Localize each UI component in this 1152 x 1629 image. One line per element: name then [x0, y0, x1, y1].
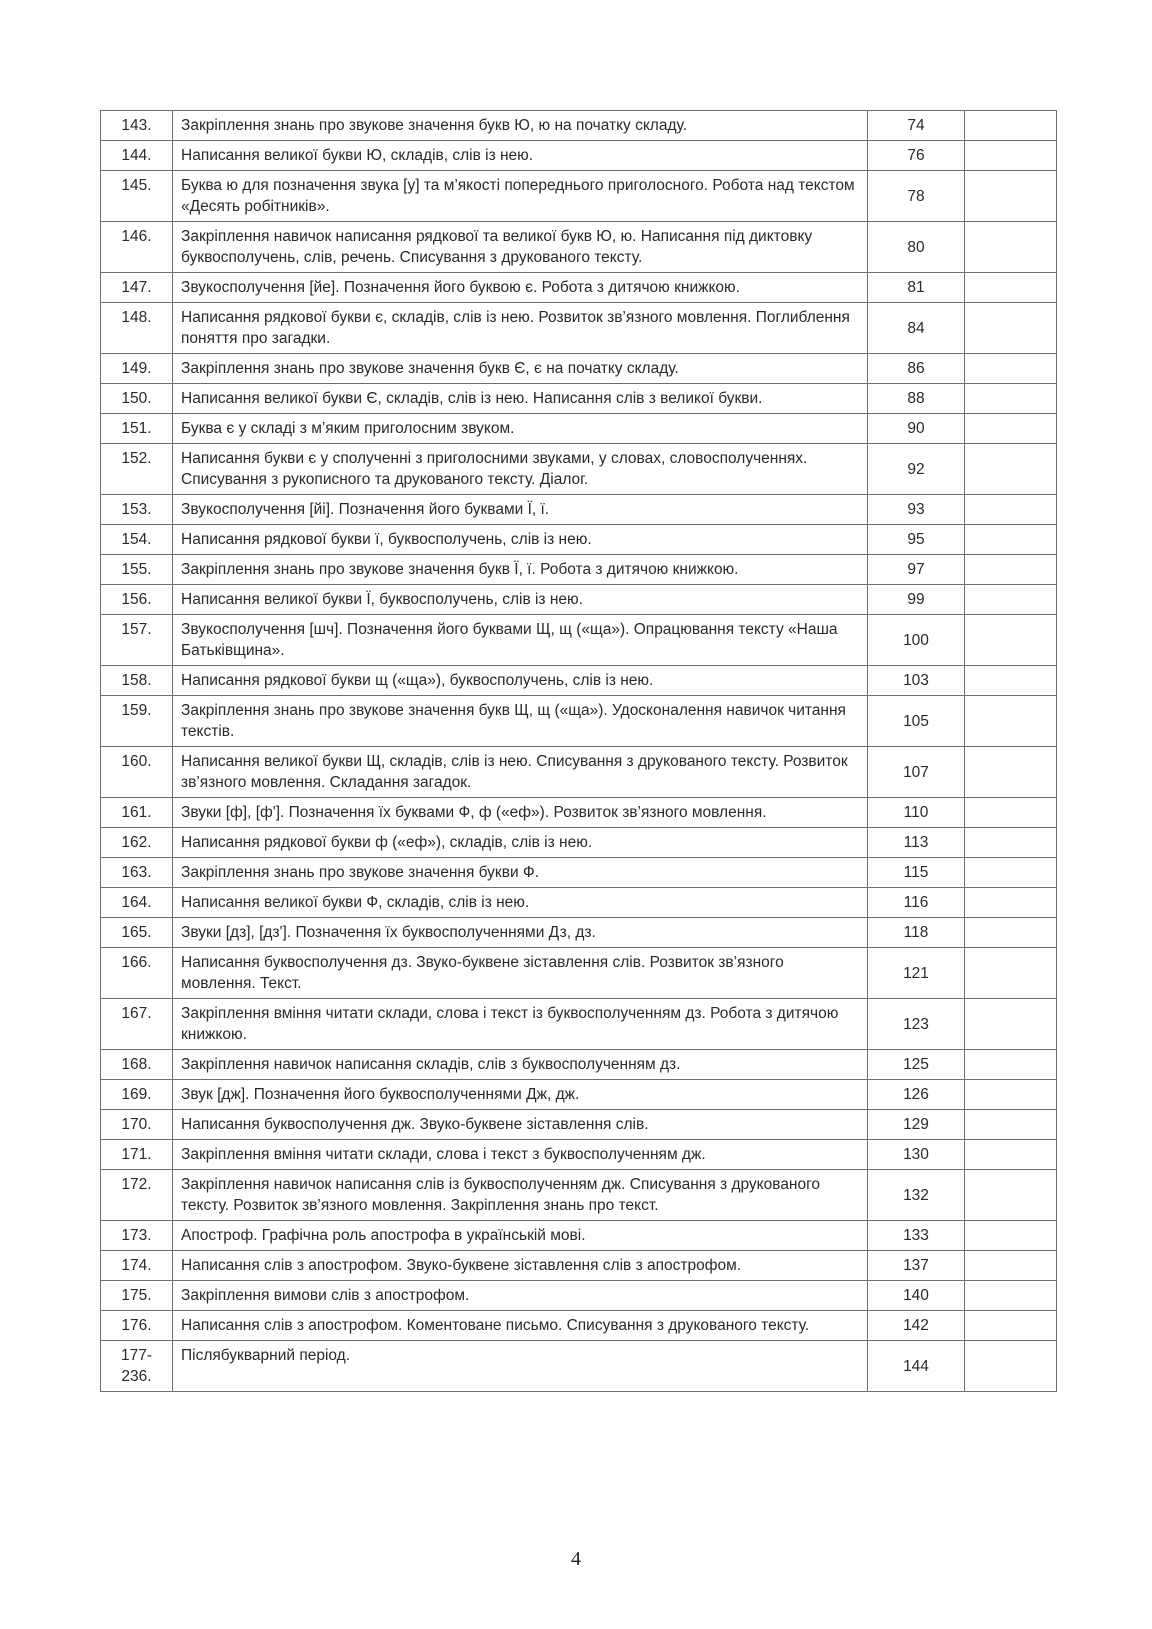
lesson-topic: Написання великої букви Є, складів, слів із нею. Написання слів з великої букви.: [173, 384, 868, 414]
lesson-note-cell: [965, 1110, 1057, 1140]
lesson-number: 155.: [101, 555, 173, 585]
lesson-page: 116: [868, 888, 965, 918]
table-row: [101, 1080, 1057, 1110]
table-row: [101, 495, 1057, 525]
lesson-note-cell: [965, 918, 1057, 948]
lesson-page: 105: [868, 696, 965, 747]
table-row: [101, 354, 1057, 384]
lesson-note-cell: [965, 828, 1057, 858]
lesson-page: 113: [868, 828, 965, 858]
lesson-topic: Звуки [дз], [дз']. Позначення їх буквосполученнями Дз, дз.: [173, 918, 868, 948]
lesson-note-cell: [965, 303, 1057, 354]
table-row: [101, 948, 1057, 999]
lesson-page: 78: [868, 171, 965, 222]
table-row: [101, 1341, 1057, 1392]
lesson-number: 177-236.: [101, 1341, 173, 1392]
lesson-topic: Звукосполучення [шч]. Позначення його буквами Щ, щ («ща»). Опрацювання тексту «Наша Батьківщина».: [173, 615, 868, 666]
lesson-note-cell: [965, 171, 1057, 222]
lesson-note-cell: [965, 222, 1057, 273]
lesson-number: 169.: [101, 1080, 173, 1110]
lesson-page: 76: [868, 141, 965, 171]
lesson-page: 99: [868, 585, 965, 615]
lesson-topic: Буква ю для позначення звука [у] та м’якості попереднього приголосного. Робота над текстом «Десять робітників».: [173, 171, 868, 222]
lesson-number: 157.: [101, 615, 173, 666]
lesson-number: 176.: [101, 1311, 173, 1341]
table-row: [101, 666, 1057, 696]
lesson-topic: Закріплення вміння читати склади, слова і текст з буквосполученням дж.: [173, 1140, 868, 1170]
table-row: [101, 1221, 1057, 1251]
table-row: [101, 1140, 1057, 1170]
table-row: [101, 918, 1057, 948]
lesson-page: 88: [868, 384, 965, 414]
lesson-topic: Звукосполучення [йе]. Позначення його буквою є. Робота з дитячою книжкою.: [173, 273, 868, 303]
lesson-note-cell: [965, 414, 1057, 444]
lesson-page: 123: [868, 999, 965, 1050]
lesson-note-cell: [965, 384, 1057, 414]
lesson-note-cell: [965, 1341, 1057, 1392]
lesson-number: 170.: [101, 1110, 173, 1140]
lesson-number: 161.: [101, 798, 173, 828]
lesson-topic: Закріплення знань про звукове значення букв Ю, ю на початку складу.: [173, 111, 868, 141]
lesson-topic: Написання рядкової букви щ («ща»), буквосполучень, слів із нею.: [173, 666, 868, 696]
table-row: [101, 798, 1057, 828]
table-row: [101, 111, 1057, 141]
lesson-topic: Звукосполучення [йі]. Позначення його буквами Ї, ї.: [173, 495, 868, 525]
lesson-topic: Закріплення знань про звукове значення букви Ф.: [173, 858, 868, 888]
lesson-number: 151.: [101, 414, 173, 444]
lesson-note-cell: [965, 1311, 1057, 1341]
table-row: [101, 1311, 1057, 1341]
lesson-topic: Написання букви є у сполученні з приголосними звуками, у словах, словосполученнях. Списування з рукописного та друкованого тексту. Діалог.: [173, 444, 868, 495]
table-row: [101, 222, 1057, 273]
lesson-number: 159.: [101, 696, 173, 747]
lesson-page: 126: [868, 1080, 965, 1110]
lesson-topic: Звуки [ф], [ф']. Позначення їх буквами Ф, ф («еф»). Розвиток зв’язного мовлення.: [173, 798, 868, 828]
lesson-note-cell: [965, 1140, 1057, 1170]
lesson-note-cell: [965, 141, 1057, 171]
lesson-number: 173.: [101, 1221, 173, 1251]
table-row: [101, 696, 1057, 747]
lesson-topic: Написання рядкової букви ф («еф»), складів, слів із нею.: [173, 828, 868, 858]
lesson-topic: Буква є у складі з м’яким приголосним звуком.: [173, 414, 868, 444]
lesson-page: 142: [868, 1311, 965, 1341]
table-row: [101, 747, 1057, 798]
lesson-note-cell: [965, 747, 1057, 798]
lesson-note-cell: [965, 1050, 1057, 1080]
table-row: [101, 444, 1057, 495]
table-row: [101, 828, 1057, 858]
lesson-plan-table-body: [101, 111, 1057, 1392]
lesson-number: 153.: [101, 495, 173, 525]
lesson-note-cell: [965, 696, 1057, 747]
lesson-page: 97: [868, 555, 965, 585]
lesson-page: 125: [868, 1050, 965, 1080]
table-row: [101, 615, 1057, 666]
lesson-topic: Закріплення знань про звукове значення букв Ї, ї. Робота з дитячою книжкою.: [173, 555, 868, 585]
lesson-note-cell: [965, 888, 1057, 918]
lesson-page: 100: [868, 615, 965, 666]
lesson-number: 174.: [101, 1251, 173, 1281]
lesson-number: 152.: [101, 444, 173, 495]
lesson-note-cell: [965, 948, 1057, 999]
lesson-number: 166.: [101, 948, 173, 999]
lesson-number: 154.: [101, 525, 173, 555]
lesson-note-cell: [965, 858, 1057, 888]
lesson-number: 165.: [101, 918, 173, 948]
lesson-page: 140: [868, 1281, 965, 1311]
lesson-page: 144: [868, 1341, 965, 1392]
table-row: [101, 999, 1057, 1050]
table-row: [101, 1251, 1057, 1281]
lesson-topic: Написання великої букви Ї, буквосполучень, слів із нею.: [173, 585, 868, 615]
table-row: [101, 414, 1057, 444]
lesson-plan-table: [100, 110, 1057, 1392]
lesson-page: 118: [868, 918, 965, 948]
table-row: [101, 1170, 1057, 1221]
table-row: [101, 555, 1057, 585]
table-row: [101, 585, 1057, 615]
lesson-topic: Написання великої букви Щ, складів, слів із нею. Списування з друкованого тексту. Розвиток зв’язного мовлення. Складання загадок.: [173, 747, 868, 798]
page-number: 4: [571, 1548, 581, 1570]
lesson-topic: Написання буквосполучення дж. Звуко-буквене зіставлення слів.: [173, 1110, 868, 1140]
table-row: [101, 858, 1057, 888]
lesson-page: 110: [868, 798, 965, 828]
lesson-page: 133: [868, 1221, 965, 1251]
lesson-note-cell: [965, 525, 1057, 555]
lesson-note-cell: [965, 111, 1057, 141]
lesson-page: 129: [868, 1110, 965, 1140]
lesson-topic: Написання слів з апострофом. Звуко-буквене зіставлення слів з апострофом.: [173, 1251, 868, 1281]
lesson-number: 167.: [101, 999, 173, 1050]
table-row: [101, 1050, 1057, 1080]
table-row: [101, 171, 1057, 222]
lesson-note-cell: [965, 999, 1057, 1050]
lesson-number: 172.: [101, 1170, 173, 1221]
lesson-topic: Закріплення знань про звукове значення букв Є, є на початку складу.: [173, 354, 868, 384]
lesson-note-cell: [965, 666, 1057, 696]
lesson-page: 103: [868, 666, 965, 696]
lesson-number: 168.: [101, 1050, 173, 1080]
lesson-topic: Закріплення навичок написання рядкової та великої букв Ю, ю. Написання під диктовку буквосполучень, слів, речень. Списування з друкованого тексту.: [173, 222, 868, 273]
lesson-page: 86: [868, 354, 965, 384]
lesson-note-cell: [965, 615, 1057, 666]
lesson-number: 171.: [101, 1140, 173, 1170]
lesson-topic: Закріплення навичок написання слів із буквосполученням дж. Списування з друкованого тексту. Розвиток зв’язного мовлення. Закріплення знань про текст.: [173, 1170, 868, 1221]
lesson-number: 162.: [101, 828, 173, 858]
lesson-topic: Післябукварний період.: [173, 1341, 868, 1392]
lesson-number: 150.: [101, 384, 173, 414]
lesson-note-cell: [965, 585, 1057, 615]
lesson-page: 74: [868, 111, 965, 141]
table-row: [101, 303, 1057, 354]
lesson-topic: Закріплення навичок написання складів, слів з буквосполученням дз.: [173, 1050, 868, 1080]
lesson-page: 84: [868, 303, 965, 354]
lesson-topic: Написання слів з апострофом. Коментоване письмо. Списування з друкованого тексту.: [173, 1311, 868, 1341]
lesson-number: 146.: [101, 222, 173, 273]
lesson-page: 90: [868, 414, 965, 444]
table-row: [101, 888, 1057, 918]
lesson-note-cell: [965, 273, 1057, 303]
lesson-topic: Закріплення знань про звукове значення букв Щ, щ («ща»). Удосконалення навичок читання текстів.: [173, 696, 868, 747]
lesson-note-cell: [965, 555, 1057, 585]
lesson-number: 160.: [101, 747, 173, 798]
lesson-topic: Написання буквосполучення дз. Звуко-буквене зіставлення слів. Розвиток зв’язного мовлення. Текст.: [173, 948, 868, 999]
lesson-note-cell: [965, 1251, 1057, 1281]
lesson-page: 81: [868, 273, 965, 303]
lesson-page: 80: [868, 222, 965, 273]
lesson-topic: Написання великої букви Ю, складів, слів із нею.: [173, 141, 868, 171]
lesson-note-cell: [965, 495, 1057, 525]
lesson-topic: Написання рядкової букви є, складів, слів із нею. Розвиток зв’язного мовлення. Поглиблення поняття про загадки.: [173, 303, 868, 354]
lesson-number: 175.: [101, 1281, 173, 1311]
table-row: [101, 525, 1057, 555]
lesson-page: 115: [868, 858, 965, 888]
lesson-note-cell: [965, 798, 1057, 828]
table-row: [101, 1110, 1057, 1140]
lesson-page: 132: [868, 1170, 965, 1221]
lesson-page: 107: [868, 747, 965, 798]
lesson-note-cell: [965, 1221, 1057, 1251]
lesson-number: 158.: [101, 666, 173, 696]
lesson-page: 95: [868, 525, 965, 555]
lesson-note-cell: [965, 354, 1057, 384]
table-row: [101, 141, 1057, 171]
lesson-number: 156.: [101, 585, 173, 615]
lesson-topic: Звук [дж]. Позначення його буквосполученнями Дж, дж.: [173, 1080, 868, 1110]
lesson-number: 163.: [101, 858, 173, 888]
lesson-number: 144.: [101, 141, 173, 171]
lesson-note-cell: [965, 1170, 1057, 1221]
lesson-note-cell: [965, 444, 1057, 495]
lesson-number: 143.: [101, 111, 173, 141]
table-row: [101, 273, 1057, 303]
lesson-note-cell: [965, 1281, 1057, 1311]
table-row: [101, 1281, 1057, 1311]
lesson-page: 92: [868, 444, 965, 495]
table-row: [101, 384, 1057, 414]
lesson-note-cell: [965, 1080, 1057, 1110]
lesson-page: 121: [868, 948, 965, 999]
lesson-topic: Написання рядкової букви ї, буквосполучень, слів із нею.: [173, 525, 868, 555]
lesson-number: 148.: [101, 303, 173, 354]
lesson-page: 130: [868, 1140, 965, 1170]
lesson-number: 164.: [101, 888, 173, 918]
lesson-number: 149.: [101, 354, 173, 384]
lesson-topic: Апостроф. Графічна роль апострофа в українській мові.: [173, 1221, 868, 1251]
lesson-topic: Закріплення вимови слів з апострофом.: [173, 1281, 868, 1311]
lesson-topic: Закріплення вміння читати склади, слова і текст із буквосполученням дз. Робота з дитячою книжкою.: [173, 999, 868, 1050]
lesson-topic: Написання великої букви Ф, складів, слів із нею.: [173, 888, 868, 918]
lesson-page: 93: [868, 495, 965, 525]
lesson-page: 137: [868, 1251, 965, 1281]
lesson-number: 147.: [101, 273, 173, 303]
lesson-number: 145.: [101, 171, 173, 222]
